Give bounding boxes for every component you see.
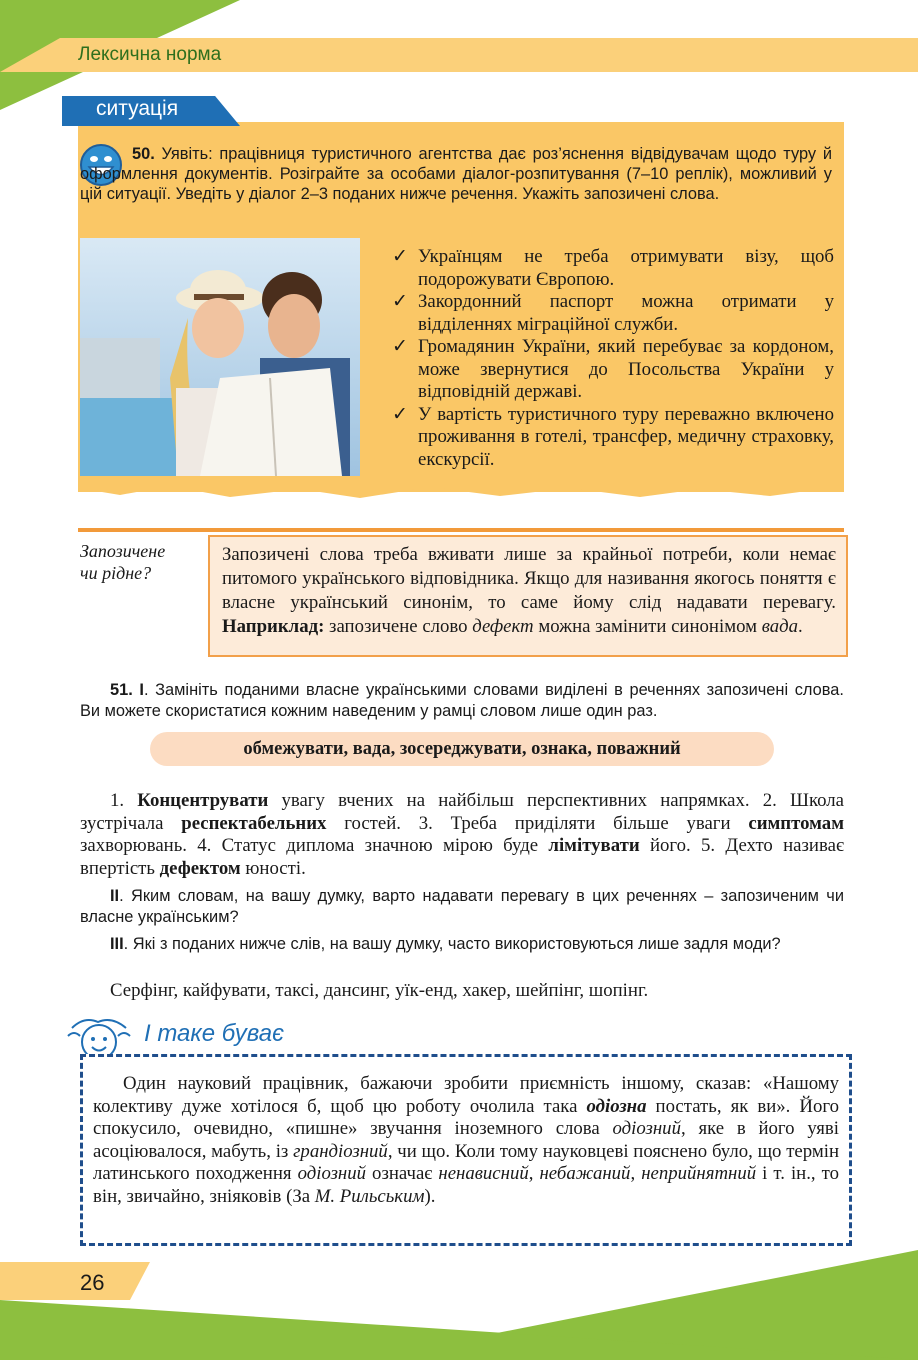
story-text: , xyxy=(630,1163,642,1184)
checkmark-icon: ✓ xyxy=(392,291,408,312)
page-number: 26 xyxy=(80,1270,105,1295)
highlighted-word: дефектом xyxy=(159,857,241,879)
highlighted-word: лімітувати xyxy=(548,835,640,856)
story-word: небажаний xyxy=(539,1163,631,1184)
sentence-checklist xyxy=(392,246,834,471)
task-50-number: 50. xyxy=(132,145,155,163)
story-text: постать, як ви». Його спокусило, очевидно, «пишне» звучання іноземного слова xyxy=(93,1095,839,1139)
rule-text-end: . xyxy=(798,616,803,637)
rule-text: Запозичені слова треба вживати лише за крайньої потреби, коли немає питомого українського відповідника. Якщо для називання якогось поняття є власне український синонім, то саме йому слід надавати перевагу. xyxy=(222,544,836,613)
task-50-text xyxy=(80,144,832,204)
rule-text-b: запозичене слово xyxy=(324,616,473,637)
question-3-label: III xyxy=(110,935,124,953)
story-word: одіозний xyxy=(297,1163,367,1184)
checkmark-icon: ✓ xyxy=(392,403,408,425)
sentence-text: юності. xyxy=(240,857,306,879)
task-51-body: . Замініть поданими власне українськими словами виділені в реченнях запозичені слова. Ви можете скористатися кожним наведеним у рамці словом лише один раз. xyxy=(80,681,844,720)
checklist-item xyxy=(392,336,834,404)
checklist-item-text: Закордонний паспорт можна отримати у відділеннях міграційної служби. xyxy=(418,291,834,335)
story-word: ненависний xyxy=(438,1163,529,1184)
checklist-item-text: Громадянин України, який перебуває за кордоном, може звернутися до Посольства України у відповідній державі. xyxy=(418,336,834,402)
sentence-text: гостей. 3. Треба приділяти більше уваги xyxy=(326,812,749,834)
story-word: неприйнятний xyxy=(641,1163,757,1184)
story-text: ). xyxy=(424,1185,436,1207)
story-title: І таке буває xyxy=(144,1020,284,1047)
story-text: Один науковий працівник, бажаючи зробити приємність іншому, сказав: «Нашому колективу дуже хотілося б, щоб цю роботу очолила така xyxy=(93,1073,839,1117)
rule-word-vada: вада xyxy=(761,616,799,637)
question-2-text: . Яким словам, на вашу думку, варто надавати перевагу в цих реченнях – запозиченим чи власне українським? xyxy=(80,887,844,926)
rule-text-c: можна замінити синонімом xyxy=(533,616,762,637)
checklist-item xyxy=(392,404,834,472)
sentence-text: його. 5. Дехто називає впертість xyxy=(80,835,844,879)
question-2-label: II xyxy=(110,887,120,905)
story-text: , xyxy=(528,1163,540,1184)
exercise-sentences xyxy=(80,790,844,880)
section-title: Лексична норма xyxy=(78,44,222,65)
checkmark-icon: ✓ xyxy=(392,336,408,357)
story-text: , яке в його уяві асоціювалося, мабуть, із xyxy=(93,1118,839,1162)
story-author: М. Рильським xyxy=(314,1185,425,1207)
task-50-body: Уявіть: працівниця туристичного агентства дає роз’яснення відвідувачам щодо туру й оформлення документів. Розіграйте за особами діалог-розпитування (7–10 реплік), можливий у цій ситуації. Уведіть у діалог 2–3 поданих нижче речення. Укажіть запозичені слова. xyxy=(80,145,832,203)
rule-box xyxy=(208,535,848,657)
highlighted-word: симптомам xyxy=(748,812,844,834)
task-51-number: 51. I xyxy=(110,681,144,699)
side-note-line-1: Запозичене xyxy=(80,541,166,561)
rule-divider xyxy=(78,528,844,532)
story-box xyxy=(80,1054,852,1246)
highlighted-word: респектабельних xyxy=(181,812,327,834)
question-2 xyxy=(80,886,844,928)
side-note xyxy=(80,540,205,584)
checklist-item-text: У вартість туристичного туру переважно включено проживання в готелі, трансфер, медичну страховку, екскурсії. xyxy=(418,403,834,470)
checklist-item xyxy=(392,246,834,291)
page-number-bar xyxy=(0,1262,150,1300)
story-text: означає xyxy=(366,1163,439,1184)
question-3 xyxy=(80,934,844,955)
question-3-text: . Які з поданих нижче слів, на вашу думку, часто використовуються лише задля моди? xyxy=(123,935,781,953)
tourists-photo xyxy=(80,238,360,476)
story-text: і т. ін., то він, звичайно, зніяковів (За xyxy=(93,1163,840,1207)
story-word: одіозний xyxy=(612,1118,681,1139)
story-word-odiozna: одіозна xyxy=(586,1095,647,1117)
side-note-line-2: чи рідне? xyxy=(80,563,152,583)
checklist-item xyxy=(392,291,834,336)
situation-tab-label: ситуація xyxy=(96,97,179,120)
highlighted-word: Концентрувати xyxy=(137,790,269,811)
checklist-item-text: Українцям не треба отримувати візу, щоб подорожувати Європою. xyxy=(418,246,834,290)
rule-word-defekt: дефект xyxy=(472,616,534,637)
task-51-text xyxy=(80,680,844,722)
story-text: , чи що. Коли тому науковцеві пояснено було, що термін латинського походження xyxy=(93,1140,839,1184)
sentence-text: увагу вчених на найбільш перспективних напрямках. 2. Школа зустрічала xyxy=(80,790,844,834)
sentence-number: 1. xyxy=(110,790,138,811)
word-bank: обмежувати, вада, зосереджувати, ознака, поважний xyxy=(150,732,774,766)
sentence-text: захворювань. 4. Статус диплома значною мірою буде xyxy=(80,835,549,856)
question-3-words: Серфінг, кайфувати, таксі, дансинг, уїк-енд, хакер, шейпінг, шопінг. xyxy=(110,980,649,1001)
story-word: грандіозний xyxy=(293,1140,388,1162)
checkmark-icon: ✓ xyxy=(392,246,408,267)
rule-example-label: Наприклад: xyxy=(222,616,325,637)
